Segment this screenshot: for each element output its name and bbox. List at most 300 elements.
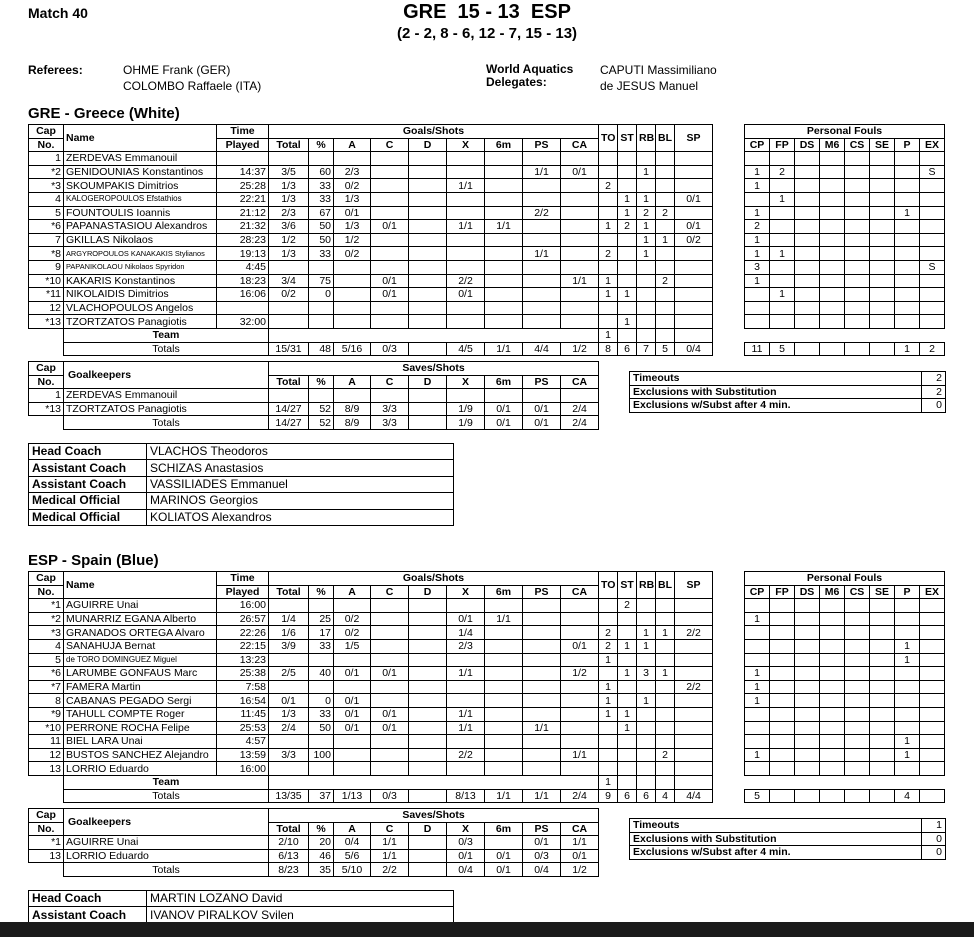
staff-row	[29, 460, 454, 476]
personal-fouls-table	[744, 571, 945, 803]
d-cell	[409, 247, 447, 261]
sp-cell	[675, 328, 713, 342]
p-cell	[895, 192, 920, 206]
ps-cell	[523, 680, 561, 694]
goalkeeper-totals-row	[29, 863, 637, 877]
x-total: 1/9	[447, 416, 485, 430]
fp-cell	[770, 260, 795, 274]
c-cell: 3/3	[371, 402, 409, 416]
cap-number: 4	[29, 192, 64, 206]
ex-cell	[920, 220, 945, 234]
m6f-cell	[820, 274, 845, 288]
pct-cell	[309, 680, 334, 694]
x-cell: 0/1	[447, 288, 485, 302]
x-cell	[447, 192, 485, 206]
to-cell	[599, 762, 618, 776]
fp-cell	[770, 748, 795, 762]
d-total	[409, 342, 447, 356]
d-cell	[409, 206, 447, 220]
m6f-cell	[820, 707, 845, 721]
rb-cell	[637, 179, 656, 193]
ex-cell	[920, 315, 945, 329]
p-cell	[895, 762, 920, 776]
ca-header: CA	[561, 375, 599, 389]
player-name: NIKOLAIDIS Dimitrios	[64, 288, 217, 302]
x-cell: 0/3	[447, 836, 485, 850]
player-row	[29, 639, 713, 653]
goalkeeper-name: TZORTZATOS Panagiotis	[64, 402, 269, 416]
saves-shots-header: Saves/Shots	[269, 809, 599, 823]
se-cell	[870, 179, 895, 193]
foul-row	[745, 680, 945, 694]
bl-cell	[656, 612, 675, 626]
x-cell: 0/1	[447, 849, 485, 863]
total-cell: 1/3	[269, 707, 309, 721]
staff-name: KOLIATOS Alexandros	[147, 509, 454, 525]
fp-cell: 1	[770, 247, 795, 261]
ds-cell	[795, 748, 820, 762]
p-cell	[895, 599, 920, 613]
time-played: 16:54	[217, 694, 269, 708]
ds-cell	[795, 274, 820, 288]
pct-cell: 100	[309, 748, 334, 762]
sp-cell	[675, 721, 713, 735]
d-cell	[409, 389, 447, 403]
bl-total: 5	[656, 342, 675, 356]
sp-cell: 0/1	[675, 220, 713, 234]
m6-cell	[485, 288, 523, 302]
total-cell: 3/4	[269, 274, 309, 288]
cp-header: CP	[745, 138, 770, 152]
total-cell: 6/13	[269, 849, 309, 863]
pct-cell: 33	[309, 639, 334, 653]
bl-cell	[656, 247, 675, 261]
team-row	[29, 328, 713, 342]
x-cell	[447, 389, 485, 403]
a-cell: 0/4	[334, 836, 371, 850]
ps-cell	[523, 707, 561, 721]
player-row	[29, 220, 713, 234]
ds-cell	[795, 667, 820, 681]
cap-number: 5	[29, 653, 64, 667]
to-cell	[599, 165, 618, 179]
ca-cell	[561, 192, 599, 206]
a-cell	[334, 152, 371, 166]
staff-name: MARTIN LOZANO David	[147, 891, 454, 907]
ca-cell	[561, 179, 599, 193]
to-cell: 1	[599, 680, 618, 694]
m6f-cell	[820, 762, 845, 776]
d-cell	[409, 721, 447, 735]
personal-fouls-header: Personal Fouls	[745, 572, 945, 586]
personal-fouls-table	[744, 124, 945, 356]
x-cell	[447, 680, 485, 694]
timeouts-label: Exclusions with Substitution	[630, 832, 922, 846]
rb-cell	[637, 775, 656, 789]
d-total	[409, 789, 447, 803]
staff-role: Medical Official	[29, 509, 147, 525]
cp-cell	[745, 626, 770, 640]
m6f-cell	[820, 192, 845, 206]
timeouts-row	[630, 832, 946, 846]
fp-cell	[770, 626, 795, 640]
bl-cell	[656, 315, 675, 329]
bl-cell: 2	[656, 274, 675, 288]
goalkeepers-table	[28, 361, 637, 430]
time-played: 4:45	[217, 260, 269, 274]
player-row	[29, 667, 713, 681]
sp-cell	[675, 179, 713, 193]
d-total	[409, 416, 447, 430]
sp-cell: 2/2	[675, 680, 713, 694]
d-cell	[409, 301, 447, 315]
se-cell	[870, 667, 895, 681]
ds-cell	[795, 707, 820, 721]
totals-row	[29, 789, 713, 803]
st-cell	[618, 179, 637, 193]
pct-cell: 50	[309, 220, 334, 234]
to-header: TO	[599, 572, 618, 599]
rb-cell	[637, 612, 656, 626]
ps-cell: 0/3	[523, 849, 561, 863]
cap-number: *1	[29, 836, 64, 850]
delegate-1: CAPUTI Massimiliano	[600, 63, 717, 77]
rb-cell	[637, 260, 656, 274]
team-title: GRE - Greece (White)	[28, 105, 180, 122]
p-cell	[895, 179, 920, 193]
p-cell	[895, 680, 920, 694]
se-cell	[870, 206, 895, 220]
ca-total: 2/4	[561, 416, 599, 430]
x-cell	[447, 206, 485, 220]
bl-cell	[656, 260, 675, 274]
st-cell: 1	[618, 315, 637, 329]
c-cell	[371, 694, 409, 708]
cp-cell	[745, 653, 770, 667]
ex-header: EX	[920, 138, 945, 152]
cs-total	[845, 789, 870, 803]
fp-cell: 1	[770, 192, 795, 206]
x-cell: 2/3	[447, 639, 485, 653]
fp-cell	[770, 274, 795, 288]
time-played: 16:06	[217, 288, 269, 302]
cap-number: 1	[29, 152, 64, 166]
player-row	[29, 152, 713, 166]
rb-cell	[637, 762, 656, 776]
st-cell	[618, 152, 637, 166]
c-cell	[371, 612, 409, 626]
match-number: Match 40	[28, 5, 88, 21]
cap-number: 4	[29, 639, 64, 653]
total-cell	[269, 301, 309, 315]
pct-cell: 0	[309, 288, 334, 302]
cs-cell	[845, 206, 870, 220]
referee-2: COLOMBO Raffaele (ITA)	[123, 79, 262, 93]
m6-header: 6m	[485, 822, 523, 836]
c-cell: 0/1	[371, 274, 409, 288]
foul-row	[745, 626, 945, 640]
rb-cell	[637, 274, 656, 288]
ex-cell	[920, 192, 945, 206]
m6-cell	[485, 192, 523, 206]
ds-cell	[795, 612, 820, 626]
cap-number: 13	[29, 849, 64, 863]
d-cell	[409, 402, 447, 416]
to-cell	[599, 748, 618, 762]
c-cell	[371, 680, 409, 694]
ps-cell: 0/1	[523, 402, 561, 416]
staff-role: Assistant Coach	[29, 907, 147, 923]
ds-cell	[795, 626, 820, 640]
timeouts-row	[630, 819, 946, 833]
ps-header: PS	[523, 375, 561, 389]
x-cell	[447, 762, 485, 776]
total-cell: 0/1	[269, 694, 309, 708]
ps-header: PS	[523, 585, 561, 599]
a-cell: 1/3	[334, 192, 371, 206]
ca-total: 2/4	[561, 789, 599, 803]
cp-cell	[745, 192, 770, 206]
staff-name: VASSILIADES Emmanuel	[147, 476, 454, 492]
ex-cell	[920, 274, 945, 288]
pct-cell: 52	[309, 402, 334, 416]
team-title: ESP - Spain (Blue)	[28, 552, 159, 569]
foul-row	[745, 165, 945, 179]
d-cell	[409, 680, 447, 694]
cap-number: 11	[29, 735, 64, 749]
cs-header: CS	[845, 138, 870, 152]
d-cell	[409, 192, 447, 206]
ca-cell	[561, 301, 599, 315]
pct-cell: 33	[309, 192, 334, 206]
d-cell	[409, 233, 447, 247]
cap-number: *2	[29, 165, 64, 179]
ca-cell: 1/2	[561, 667, 599, 681]
p-cell	[895, 626, 920, 640]
ca-cell	[561, 247, 599, 261]
cap-number: *7	[29, 680, 64, 694]
x-cell	[447, 315, 485, 329]
foul-row	[745, 192, 945, 206]
goalkeeper-row	[29, 402, 637, 416]
timeouts-label: Timeouts	[630, 819, 922, 833]
fp-header: FP	[770, 138, 795, 152]
m6f-cell	[820, 247, 845, 261]
fp-cell	[770, 152, 795, 166]
m6-cell	[485, 836, 523, 850]
a-cell	[334, 735, 371, 749]
st-cell	[618, 694, 637, 708]
p-cell	[895, 612, 920, 626]
time-played: 22:26	[217, 626, 269, 640]
total-cell: 2/10	[269, 836, 309, 850]
a-cell: 0/1	[334, 667, 371, 681]
cap-header: Cap	[29, 125, 64, 139]
timeouts-value: 0	[922, 399, 946, 413]
x-cell	[447, 653, 485, 667]
team-label: Team	[64, 775, 269, 789]
cp-total: 11	[745, 342, 770, 356]
p-total: 1	[895, 342, 920, 356]
ca-total: 1/2	[561, 863, 599, 877]
st-cell	[618, 762, 637, 776]
staff-name: MARINOS Georgios	[147, 493, 454, 509]
pct-cell: 33	[309, 179, 334, 193]
pct-cell: 50	[309, 721, 334, 735]
m6-cell	[485, 721, 523, 735]
personal-fouls-header: Personal Fouls	[745, 125, 945, 139]
pct-cell: 20	[309, 836, 334, 850]
a-cell	[334, 389, 371, 403]
time-played: 16:00	[217, 599, 269, 613]
x-total: 0/4	[447, 863, 485, 877]
ps-cell	[523, 667, 561, 681]
pct-cell	[309, 653, 334, 667]
total-cell: 1/4	[269, 612, 309, 626]
cs-cell	[845, 612, 870, 626]
total-cell: 1/2	[269, 233, 309, 247]
cap-number: *3	[29, 179, 64, 193]
foul-row	[745, 315, 945, 329]
m6-cell	[485, 735, 523, 749]
c-cell: 0/1	[371, 721, 409, 735]
ca-cell	[561, 735, 599, 749]
ca-cell	[561, 707, 599, 721]
ps-cell	[523, 735, 561, 749]
staff-role: Medical Official	[29, 493, 147, 509]
cs-cell	[845, 152, 870, 166]
rb-cell: 1	[637, 694, 656, 708]
ds-cell	[795, 762, 820, 776]
st-cell	[618, 626, 637, 640]
ca-cell	[561, 220, 599, 234]
fp-cell	[770, 301, 795, 315]
timeouts-table	[629, 371, 946, 413]
ps-total: 4/4	[523, 342, 561, 356]
player-row	[29, 735, 713, 749]
p-header: P	[895, 585, 920, 599]
to-cell: 1	[599, 653, 618, 667]
player-row	[29, 748, 713, 762]
p-cell	[895, 233, 920, 247]
goalkeeper-row	[29, 849, 637, 863]
player-name: de TORO DOMINGUEZ Miguel	[64, 653, 217, 667]
to-cell: 1	[599, 288, 618, 302]
staff-row	[29, 476, 454, 492]
timeouts-row	[630, 385, 946, 399]
ca-cell	[561, 612, 599, 626]
goalkeeper-name: AGUIRRE Unai	[64, 836, 269, 850]
bl-total: 4	[656, 789, 675, 803]
ex-cell	[920, 762, 945, 776]
delegate-2: de JESUS Manuel	[600, 79, 699, 93]
ds-cell	[795, 735, 820, 749]
cs-cell	[845, 247, 870, 261]
a-cell: 0/2	[334, 626, 371, 640]
timeouts-label: Timeouts	[630, 372, 922, 386]
total-cell	[269, 152, 309, 166]
ps-cell	[523, 260, 561, 274]
st-total: 6	[618, 789, 637, 803]
time-played: 26:57	[217, 612, 269, 626]
cs-cell	[845, 220, 870, 234]
cap-number: 13	[29, 762, 64, 776]
ex-cell	[920, 735, 945, 749]
pct-header: %	[309, 585, 334, 599]
fp-cell	[770, 206, 795, 220]
pct-cell: 25	[309, 612, 334, 626]
d-total	[409, 863, 447, 877]
cap-number: *9	[29, 707, 64, 721]
cap-number: *11	[29, 288, 64, 302]
c-cell	[371, 748, 409, 762]
c-cell	[371, 599, 409, 613]
d-cell	[409, 315, 447, 329]
to-cell: 2	[599, 639, 618, 653]
fp-cell	[770, 599, 795, 613]
ex-cell	[920, 288, 945, 302]
ps-cell	[523, 220, 561, 234]
rb-cell: 1	[637, 233, 656, 247]
ds-total	[795, 342, 820, 356]
time-played: 7:58	[217, 680, 269, 694]
cp-cell: 1	[745, 667, 770, 681]
player-row	[29, 192, 713, 206]
player-row	[29, 260, 713, 274]
bl-cell	[656, 179, 675, 193]
x-cell	[447, 694, 485, 708]
ca-cell	[561, 315, 599, 329]
totals-label: Totals	[64, 863, 269, 877]
cp-cell	[745, 288, 770, 302]
team-row	[29, 775, 713, 789]
to-cell	[599, 192, 618, 206]
se-cell	[870, 762, 895, 776]
st-cell: 1	[618, 639, 637, 653]
m6-cell	[485, 680, 523, 694]
total-cell: 3/5	[269, 165, 309, 179]
timeouts-value: 0	[922, 832, 946, 846]
p-cell	[895, 301, 920, 315]
c-cell	[371, 762, 409, 776]
cap-header: Cap	[29, 809, 64, 823]
fp-cell	[770, 762, 795, 776]
foul-row	[745, 667, 945, 681]
foul-row	[745, 612, 945, 626]
a-cell	[334, 288, 371, 302]
ps-cell	[523, 315, 561, 329]
sp-cell	[675, 165, 713, 179]
cap-number: *6	[29, 220, 64, 234]
goalkeepers-header: Goalkeepers	[64, 362, 269, 389]
p-cell	[895, 667, 920, 681]
player-name: BIEL LARA Unai	[64, 735, 217, 749]
player-name: KAKARIS Konstantinos	[64, 274, 217, 288]
m6f-cell	[820, 220, 845, 234]
st-cell: 1	[618, 288, 637, 302]
st-cell	[618, 274, 637, 288]
referee-1: OHME Frank (GER)	[123, 63, 231, 77]
p-cell	[895, 288, 920, 302]
cp-cell	[745, 315, 770, 329]
bl-cell	[656, 775, 675, 789]
total-cell	[269, 762, 309, 776]
m6-cell	[485, 260, 523, 274]
cp-cell: 3	[745, 260, 770, 274]
bl-cell	[656, 639, 675, 653]
st-header: ST	[618, 572, 637, 599]
foul-row	[745, 694, 945, 708]
